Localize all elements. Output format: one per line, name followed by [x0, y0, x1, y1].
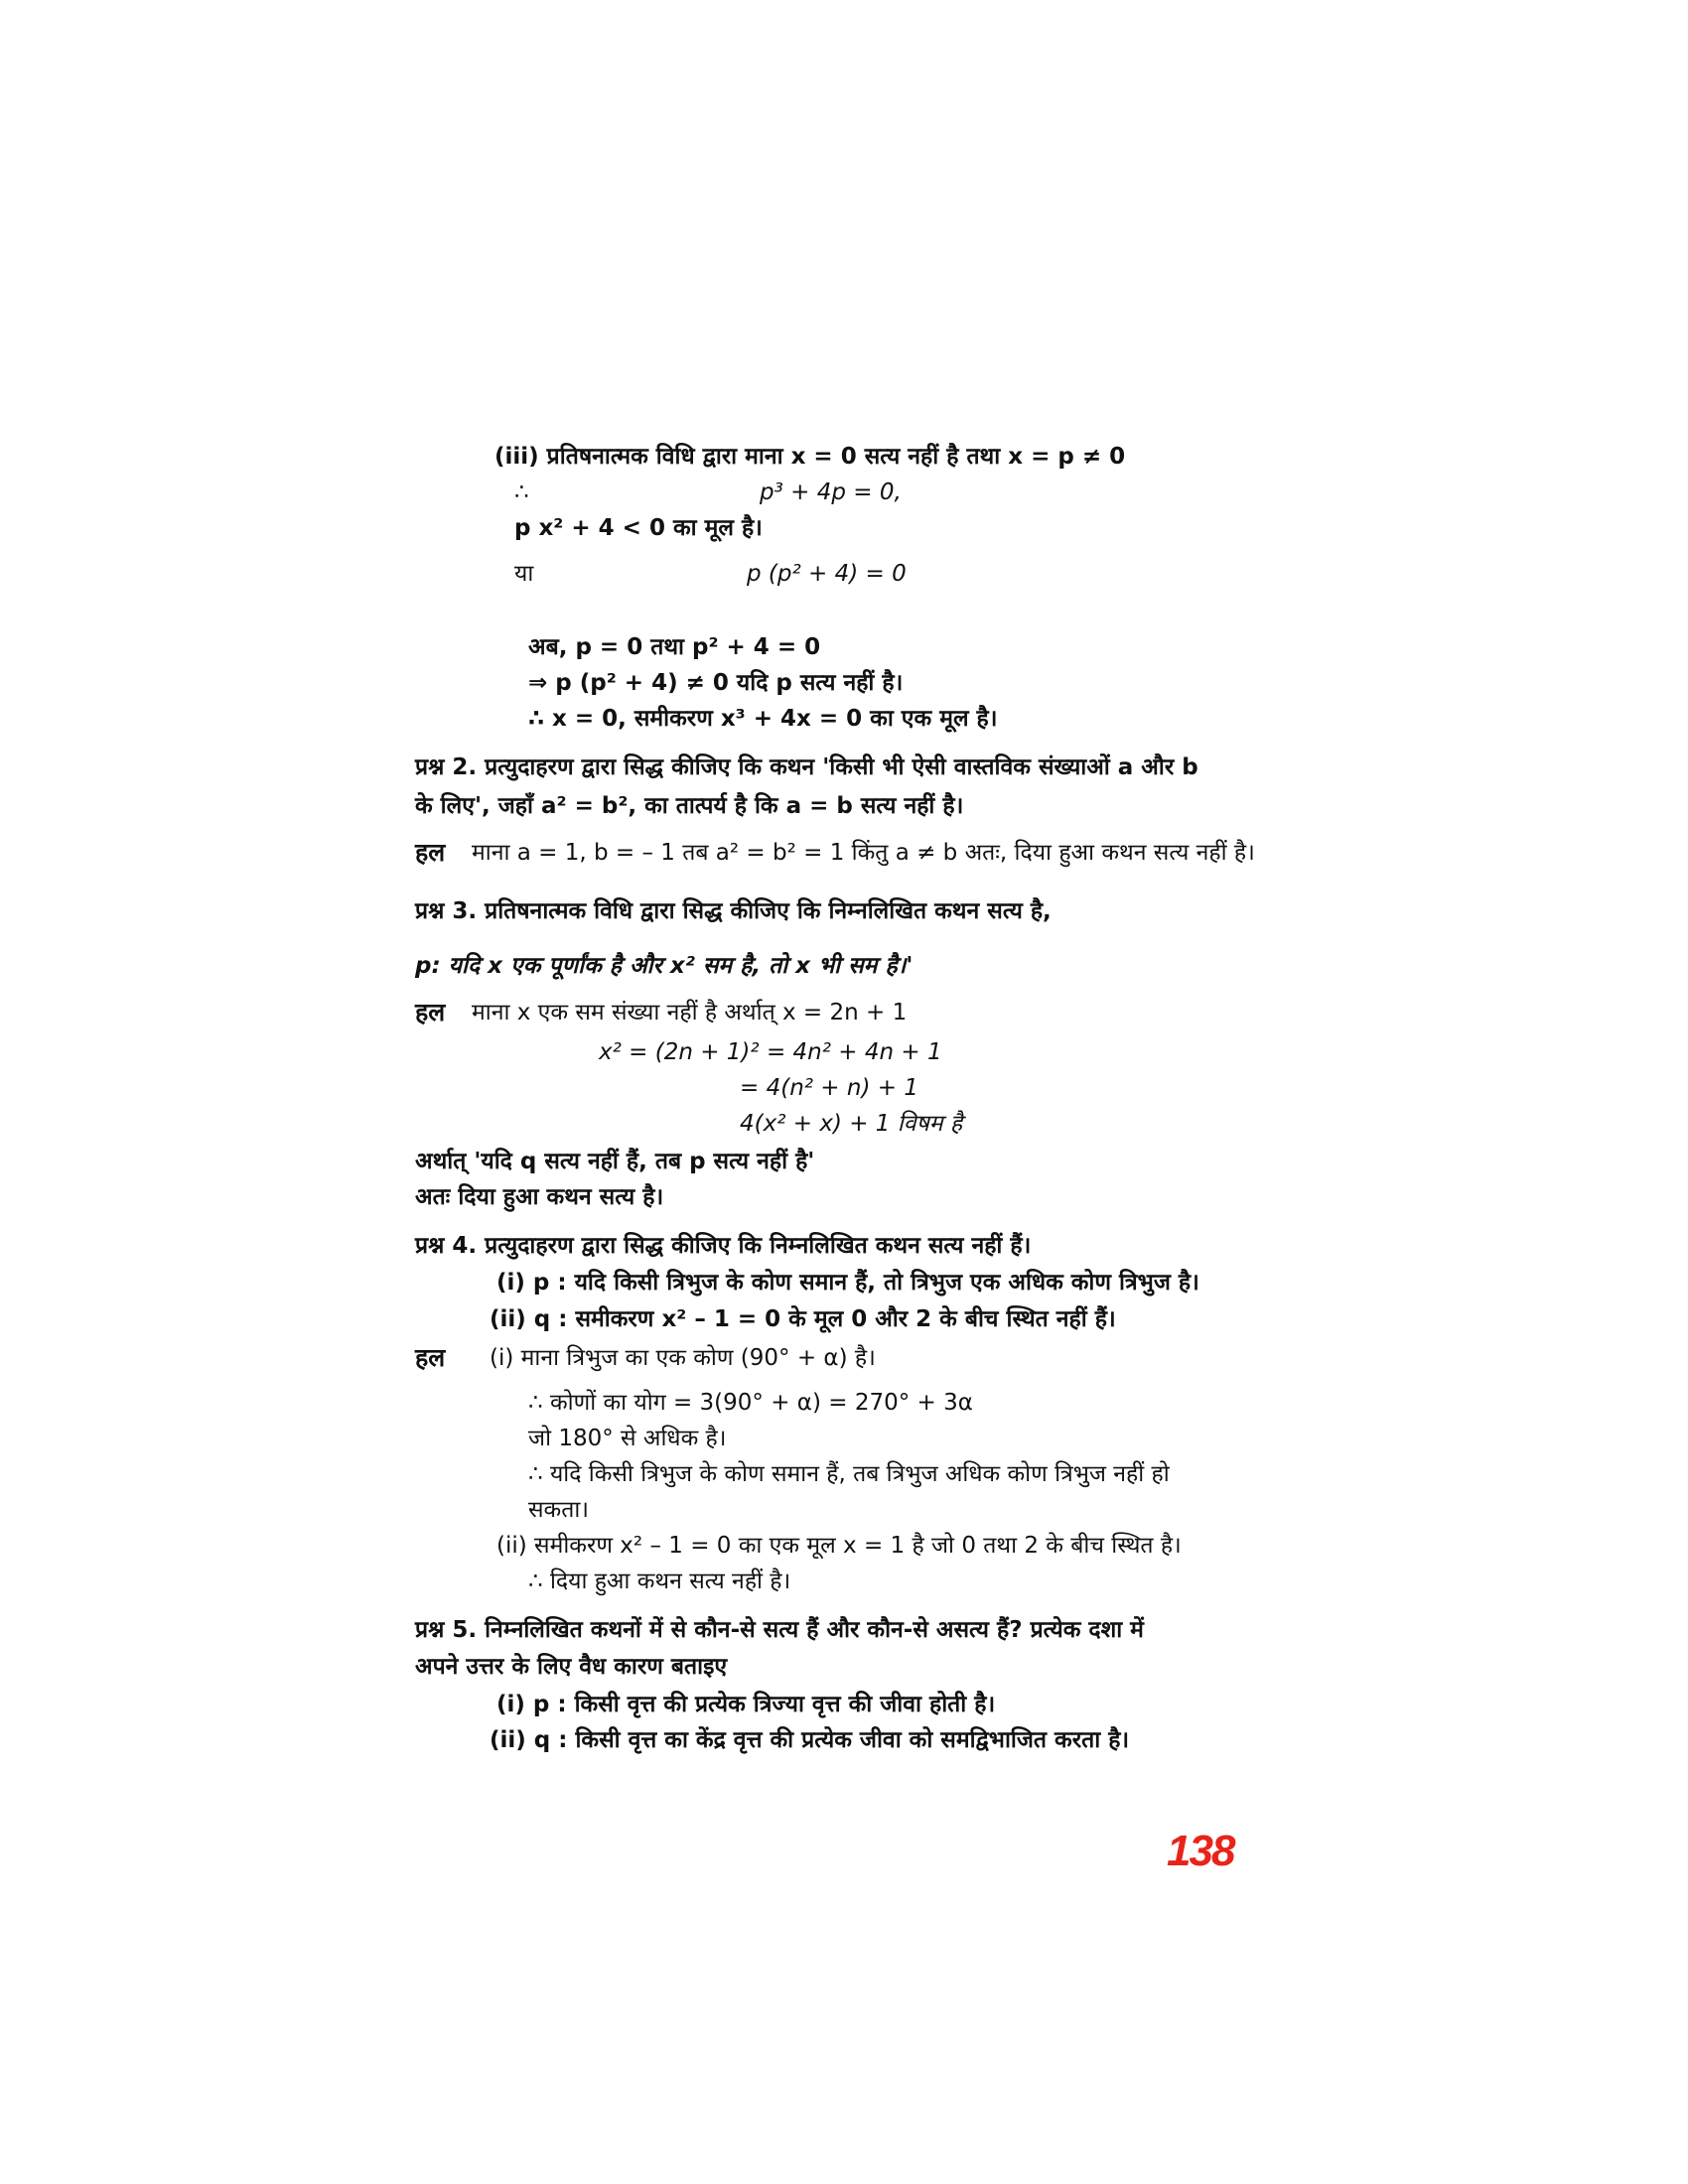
solution-q4-line-7: ∴ दिया हुआ कथन सत्य नहीं है। [528, 1569, 791, 1594]
part-iii-line-7: ∴ x = 0, समीकरण x³ + 4x = 0 का एक मूल है। [528, 706, 998, 732]
part-iii-line-3: p x² + 4 < 0 का मूल है। [514, 515, 763, 541]
question-3-statement: p: यदि x एक पूर्णांक है और x² सम है, तो x भी सम है।' [415, 953, 914, 979]
solution-q4-line-6: (ii) समीकरण x² – 1 = 0 का एक मूल x = 1 है जो 0 तथा 2 के बीच स्थित है। [496, 1533, 1182, 1559]
question-4-line-1: प्रश्न 4. प्रत्युदाहरण द्वारा सिद्ध कीजिए कि निम्नलिखित कथन सत्य नहीं हैं। [415, 1233, 1032, 1259]
question-2-line-1: प्रश्न 2. प्रत्युदाहरण द्वारा सिद्ध कीजिए कि कथन 'किसी भी ऐसी वास्तविक संख्याओं a और b [415, 754, 1198, 780]
solution-q3-conclusion-1: अर्थात् 'यदि q सत्य नहीं हैं, तब p सत्य नहीं है' [415, 1149, 815, 1174]
question-4-part-ii: (ii) q : समीकरण x² – 1 = 0 के मूल 0 और 2 के बीच स्थित नहीं हैं। [490, 1306, 1116, 1332]
solution-q3-eq-2: = 4(n² + n) + 1 [740, 1075, 918, 1101]
question-2-line-2: के लिए', जहाँ a² = b², का तात्पर्य है कि a = b सत्य नहीं है। [415, 793, 964, 819]
solution-q3-conclusion-2: अतः दिया हुआ कथन सत्य है। [415, 1184, 664, 1210]
question-5-line-2: अपने उत्तर के लिए वैध कारण बताइए [415, 1654, 728, 1680]
solution-q4-line-3: जो 180° से अधिक है। [528, 1426, 727, 1451]
solution-q4-line-5: सकता। [528, 1497, 589, 1523]
question-5-part-i: (i) p : किसी वृत्त की प्रत्येक त्रिज्या वृत्त की जीवा होती है। [496, 1692, 996, 1717]
question-4-part-i: (i) p : यदि किसी त्रिभुज के कोण समान हैं, तो त्रिभुज एक अधिक कोण त्रिभुज है। [496, 1270, 1199, 1296]
equation-p-factored: p (p² + 4) = 0 [747, 561, 907, 587]
solution-q3-eq-1: x² = (2n + 1)² = 4n² + 4n + 1 [599, 1039, 942, 1065]
part-iii-line-5: अब, p = 0 तथा p² + 4 = 0 [528, 634, 821, 660]
question-5-line-1: प्रश्न 5. निम्नलिखित कथनों में से कौन-से सत्य हैं और कौन-से असत्य हैं? प्रत्येक दशा में [415, 1617, 1144, 1643]
question-3-line-1: प्रश्न 3. प्रतिषनात्मक विधि द्वारा सिद्ध कीजिए कि निम्नलिखित कथन सत्य है, [415, 898, 1052, 924]
solution-q3-eq-3: 4(x² + x) + 1 विषम है [740, 1111, 963, 1137]
therefore-symbol: ∴ [514, 479, 529, 505]
part-iii-line-6: ⇒ p (p² + 4) ≠ 0 यदि p सत्य नहीं है। [528, 670, 904, 696]
equation-p-cubed: p³ + 4p = 0, [760, 479, 902, 505]
solution-q4-line-1: (i) माना त्रिभुज का एक कोण (90° + α) है। [490, 1345, 876, 1371]
solution-q4-line-4: ∴ यदि किसी त्रिभुज के कोण समान हैं, तब त्रिभुज अधिक कोण त्रिभुज नहीं हो [528, 1461, 1170, 1487]
solution-q2: माना a = 1, b = – 1 तब a² = b² = 1 किंतु a ≠ b अतः, दिया हुआ कथन सत्य नहीं है। [472, 840, 1255, 866]
question-5-part-ii: (ii) q : किसी वृत्त का केंद्र वृत्त की प्रत्येक जीवा को समद्विभाजित करता है। [490, 1727, 1130, 1753]
solution-label-q2: हल [415, 838, 446, 867]
ya-word: या [514, 561, 534, 587]
part-iii-line-1: (iii) प्रतिषनात्मक विधि द्वारा माना x = 0 सत्य नहीं है तथा x = p ≠ 0 [494, 444, 1126, 470]
solution-q4-line-2: ∴ कोणों का योग = 3(90° + α) = 270° + 3α [528, 1390, 973, 1416]
solution-label-q4: हल [415, 1343, 446, 1372]
page-number: 138 [1167, 1827, 1234, 1875]
solution-label-q3: हल [415, 998, 446, 1026]
solution-q3-line-1: माना x एक सम संख्या नहीं है अर्थात् x = 2n + 1 [472, 1000, 908, 1025]
